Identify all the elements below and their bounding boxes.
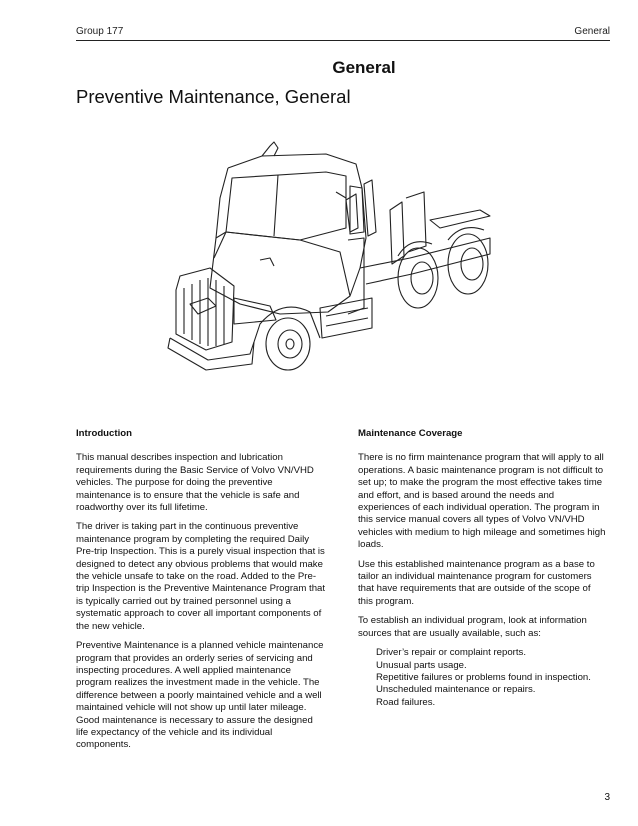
- list-item: Road failures.: [376, 696, 436, 708]
- section-title: General: [332, 58, 396, 77]
- header-group: Group 177: [76, 26, 124, 37]
- truck-illustration: [150, 128, 510, 388]
- introduction-heading: Introduction: [76, 428, 132, 439]
- coverage-paragraph: Use this established maintenance program as a base to tailor an individual maintenance program for customers that have requirements that are outside of the scope of this program.: [358, 558, 595, 607]
- introduction-paragraph: Preventive Maintenance is a planned vehicle maintenance program that provides an orderly series of servicing and inspecting procedures. A well applied maintenance program realizes the investment made in the vehicle. The difference between a poorly maintained vehicle and a well maintained vehicle will not show up until later mileage. Good maintenance is necessary to assure the designed life expectancy of the vehicle and its individual components.: [76, 640, 324, 751]
- maintenance-coverage-heading: Maintenance Coverage: [358, 428, 463, 439]
- list-item: Unusual parts usage.: [376, 659, 467, 671]
- introduction-paragraph: This manual describes inspection and lubrication requirements during the Basic Service of Volvo VN/VHD vehicles. The purpose for doing the preventive maintenance is to ensure that the vehicle is safe and roadworthy over its full lifetime.: [76, 452, 314, 514]
- maintenance-coverage-column: [358, 428, 608, 709]
- information-sources-list: [376, 647, 608, 709]
- page-title: Preventive Maintenance, General: [76, 86, 351, 107]
- coverage-paragraph: To establish an individual program, look at information sources that are usually available, such as:: [358, 615, 587, 639]
- list-item: Repetitive failures or problems found in inspection.: [376, 671, 591, 683]
- coverage-paragraph: There is no firm maintenance program that will apply to all operations. A basic maintenance program is not difficult to set up; to make the program the most effective takes time and effort, and is based around the needs and experiences of each individual operation. The program in this service manual covers all types of Volvo VN/VHD vehicles with medium to high mileage and sometimes high loads.: [358, 452, 606, 551]
- list-item: Driver’s repair or complaint reports.: [376, 647, 526, 659]
- introduction-column: [76, 428, 326, 759]
- header-rule: [76, 40, 610, 41]
- page-number: 3: [604, 792, 610, 803]
- header-section: General: [574, 26, 610, 37]
- list-item: Unscheduled maintenance or repairs.: [376, 684, 536, 696]
- introduction-paragraph: The driver is taking part in the continuous preventive maintenance program by completing the required Daily Pre-trip Inspection. This is a purely visual inspection that is designed to detect any obvious problems that would make the vehicle unsafe to take on the road. Added to the Pre-trip Inspection is the Preventive Maintenance Program that is typically carried out by trained personnel using a systematic approach to cover all important components of the new vehicle.: [76, 521, 326, 632]
